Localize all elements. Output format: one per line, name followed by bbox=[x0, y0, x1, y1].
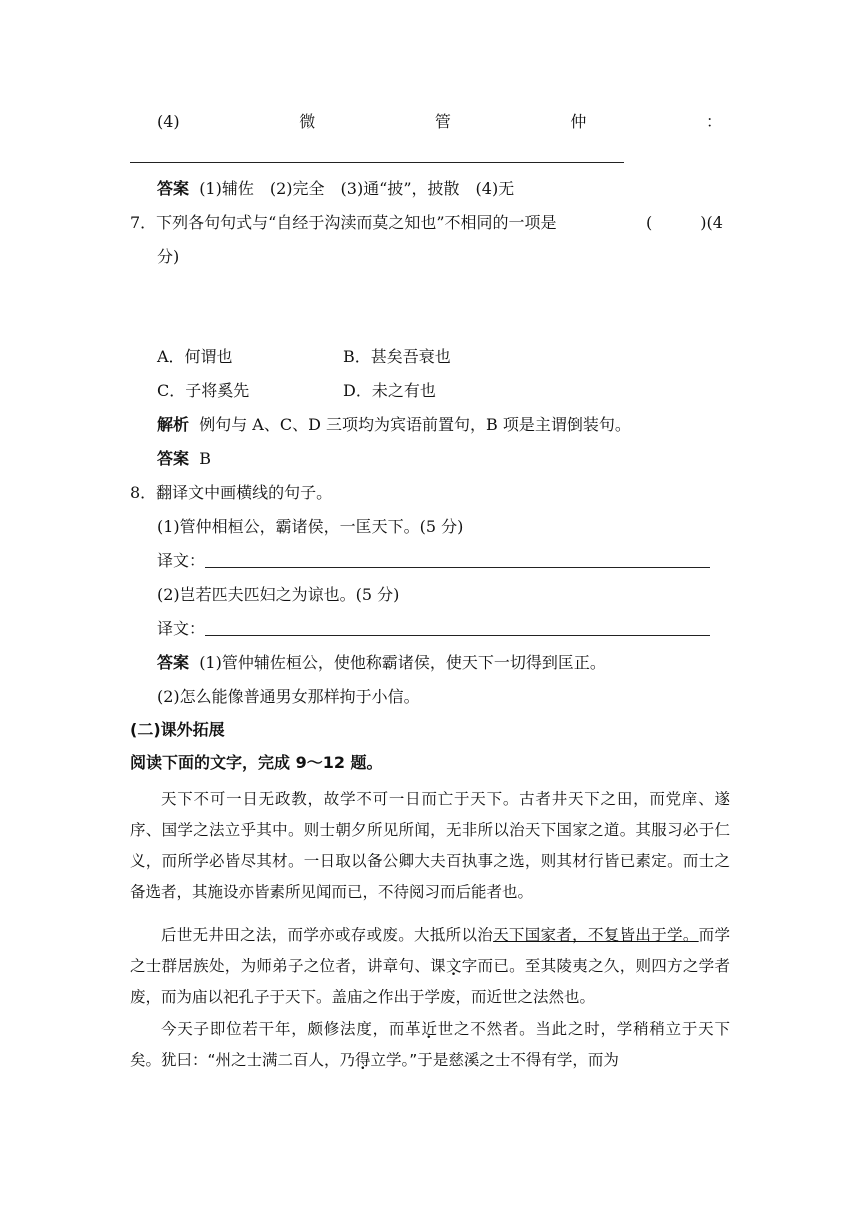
translation-label: 译文： bbox=[157, 619, 206, 638]
passage-p3-text-b: 近世之不然者。当此之时，学稍稍立于天下矣。犹曰：“州之士满二百人， bbox=[130, 1020, 730, 1069]
q7-option-d: D．未之有也 bbox=[343, 381, 436, 400]
section-instruction: 阅读下面的文字，完成 9～12 题。 bbox=[130, 753, 383, 772]
q7-answer-line bbox=[157, 447, 211, 471]
reading-passage bbox=[130, 784, 730, 908]
translation-label: 译文： bbox=[157, 551, 206, 570]
q8-translation-1 bbox=[157, 549, 710, 573]
q6-item4-line bbox=[157, 110, 722, 134]
q6-item4-colon: ： bbox=[705, 112, 722, 131]
q6-answer-text: (1)辅佐 (2)完全 (3)通“披”，披散 (4)无 bbox=[199, 179, 515, 198]
answer-tag: 答案 bbox=[157, 179, 190, 198]
analysis-tag: 解析 bbox=[157, 415, 190, 434]
q7-analysis-line bbox=[157, 413, 631, 437]
q7-stem-cont: 分) bbox=[157, 247, 180, 266]
q8-sentence-2: (2)岂若匹夫匹妇之为谅也。(5 分) bbox=[157, 585, 400, 604]
q7-analysis-text: 例句与 A、C、D 三项均为宾语前置句，B 项是主谓倒装句。 bbox=[199, 415, 631, 434]
translation-blank-2[interactable] bbox=[205, 619, 710, 636]
passage-paragraph-3 bbox=[130, 1014, 730, 1076]
q7-options-row-1 bbox=[157, 345, 451, 369]
section-heading: (二)课外拓展 bbox=[130, 720, 225, 739]
q6-item4-label: (4) bbox=[157, 112, 180, 131]
q7-stem: 7．下列各句句式与“自经于沟渎而莫之知也”不相同的一项是 bbox=[130, 213, 557, 232]
q7-paren: ( )(4 bbox=[646, 213, 723, 232]
q8-answer-2: (2)怎么能像普通男女那样拘于小信。 bbox=[157, 687, 420, 706]
reading-passage-2 bbox=[130, 920, 730, 1013]
q7-options-row-2 bbox=[157, 379, 436, 403]
dotted-char-nai: 乃 bbox=[339, 1051, 356, 1069]
passage-p3-text-c: 得立学。”于是慈溪之士不得有学，而为 bbox=[355, 1051, 619, 1069]
passage-p3-text-a: 今天子即位若干年，颇修法度，而 bbox=[161, 1020, 406, 1038]
q7-option-a: A．何谓也 bbox=[157, 347, 233, 366]
answer-tag: 答案 bbox=[157, 449, 190, 468]
q8-sentence-1: (1)管仲相桓公，霸诸侯，一匡天下。(5 分) bbox=[157, 517, 464, 536]
q8-answer-1: (1)管仲辅佐桓公，使他称霸诸侯，使天下一切得到匡正。 bbox=[199, 653, 606, 672]
passage-p2-text-b: 而学之士群居族处，为师弟子之位者，讲章句、 bbox=[130, 926, 730, 975]
q7-option-b: B．甚矣吾衰也 bbox=[343, 347, 451, 366]
reading-passage-3 bbox=[130, 1014, 730, 1076]
q8-translation-2 bbox=[157, 617, 710, 641]
underlined-sentence: 天下国家者，不复皆出于学。 bbox=[493, 926, 699, 944]
q8-answer-line-1 bbox=[157, 651, 606, 675]
passage-p2-text-c: 文字而已。至其陵夷之久，则四方之学者废，而为庙以祀孔子于天下。盖庙之作出于学废，而近世之法然也。 bbox=[130, 957, 730, 1006]
q7-answer-text: B bbox=[199, 449, 211, 468]
q7-option-c: C．子将奚先 bbox=[157, 381, 250, 400]
q6-item4-char-2: 管 bbox=[434, 112, 451, 131]
passage-paragraph-1: 天下不可一日无政教，故学不可一日而亡于天下。古者井天下之田，而党庠、遂序、国学之法立乎其中。则士朝夕所见所闻，无非所以治天下国家之道。其服习必于仁义，而所学必皆尽其材。一日取以备公卿大夫百执事之选，则其材行皆已素定。而士之备选者，其施设亦皆素所见闻而已，不待阅习而后能者也。 bbox=[130, 790, 730, 901]
answer-tag: 答案 bbox=[157, 653, 190, 672]
dotted-char-ke: 课 bbox=[430, 957, 446, 975]
passage-p2-text-a: 后世无井田之法，而学亦或存或废。大抵所以治 bbox=[161, 926, 494, 944]
q8-stem: 8．翻译文中画横线的句子。 bbox=[130, 483, 333, 502]
translation-blank-1[interactable] bbox=[205, 551, 710, 568]
passage-paragraph-2 bbox=[130, 920, 730, 1013]
q6-answer-blank bbox=[130, 162, 624, 163]
q6-answer-line bbox=[157, 177, 514, 201]
dotted-char-ge: 革 bbox=[405, 1020, 422, 1038]
q6-item4-char-1: 微 bbox=[299, 112, 316, 131]
q6-item4-char-3: 仲 bbox=[570, 112, 587, 131]
